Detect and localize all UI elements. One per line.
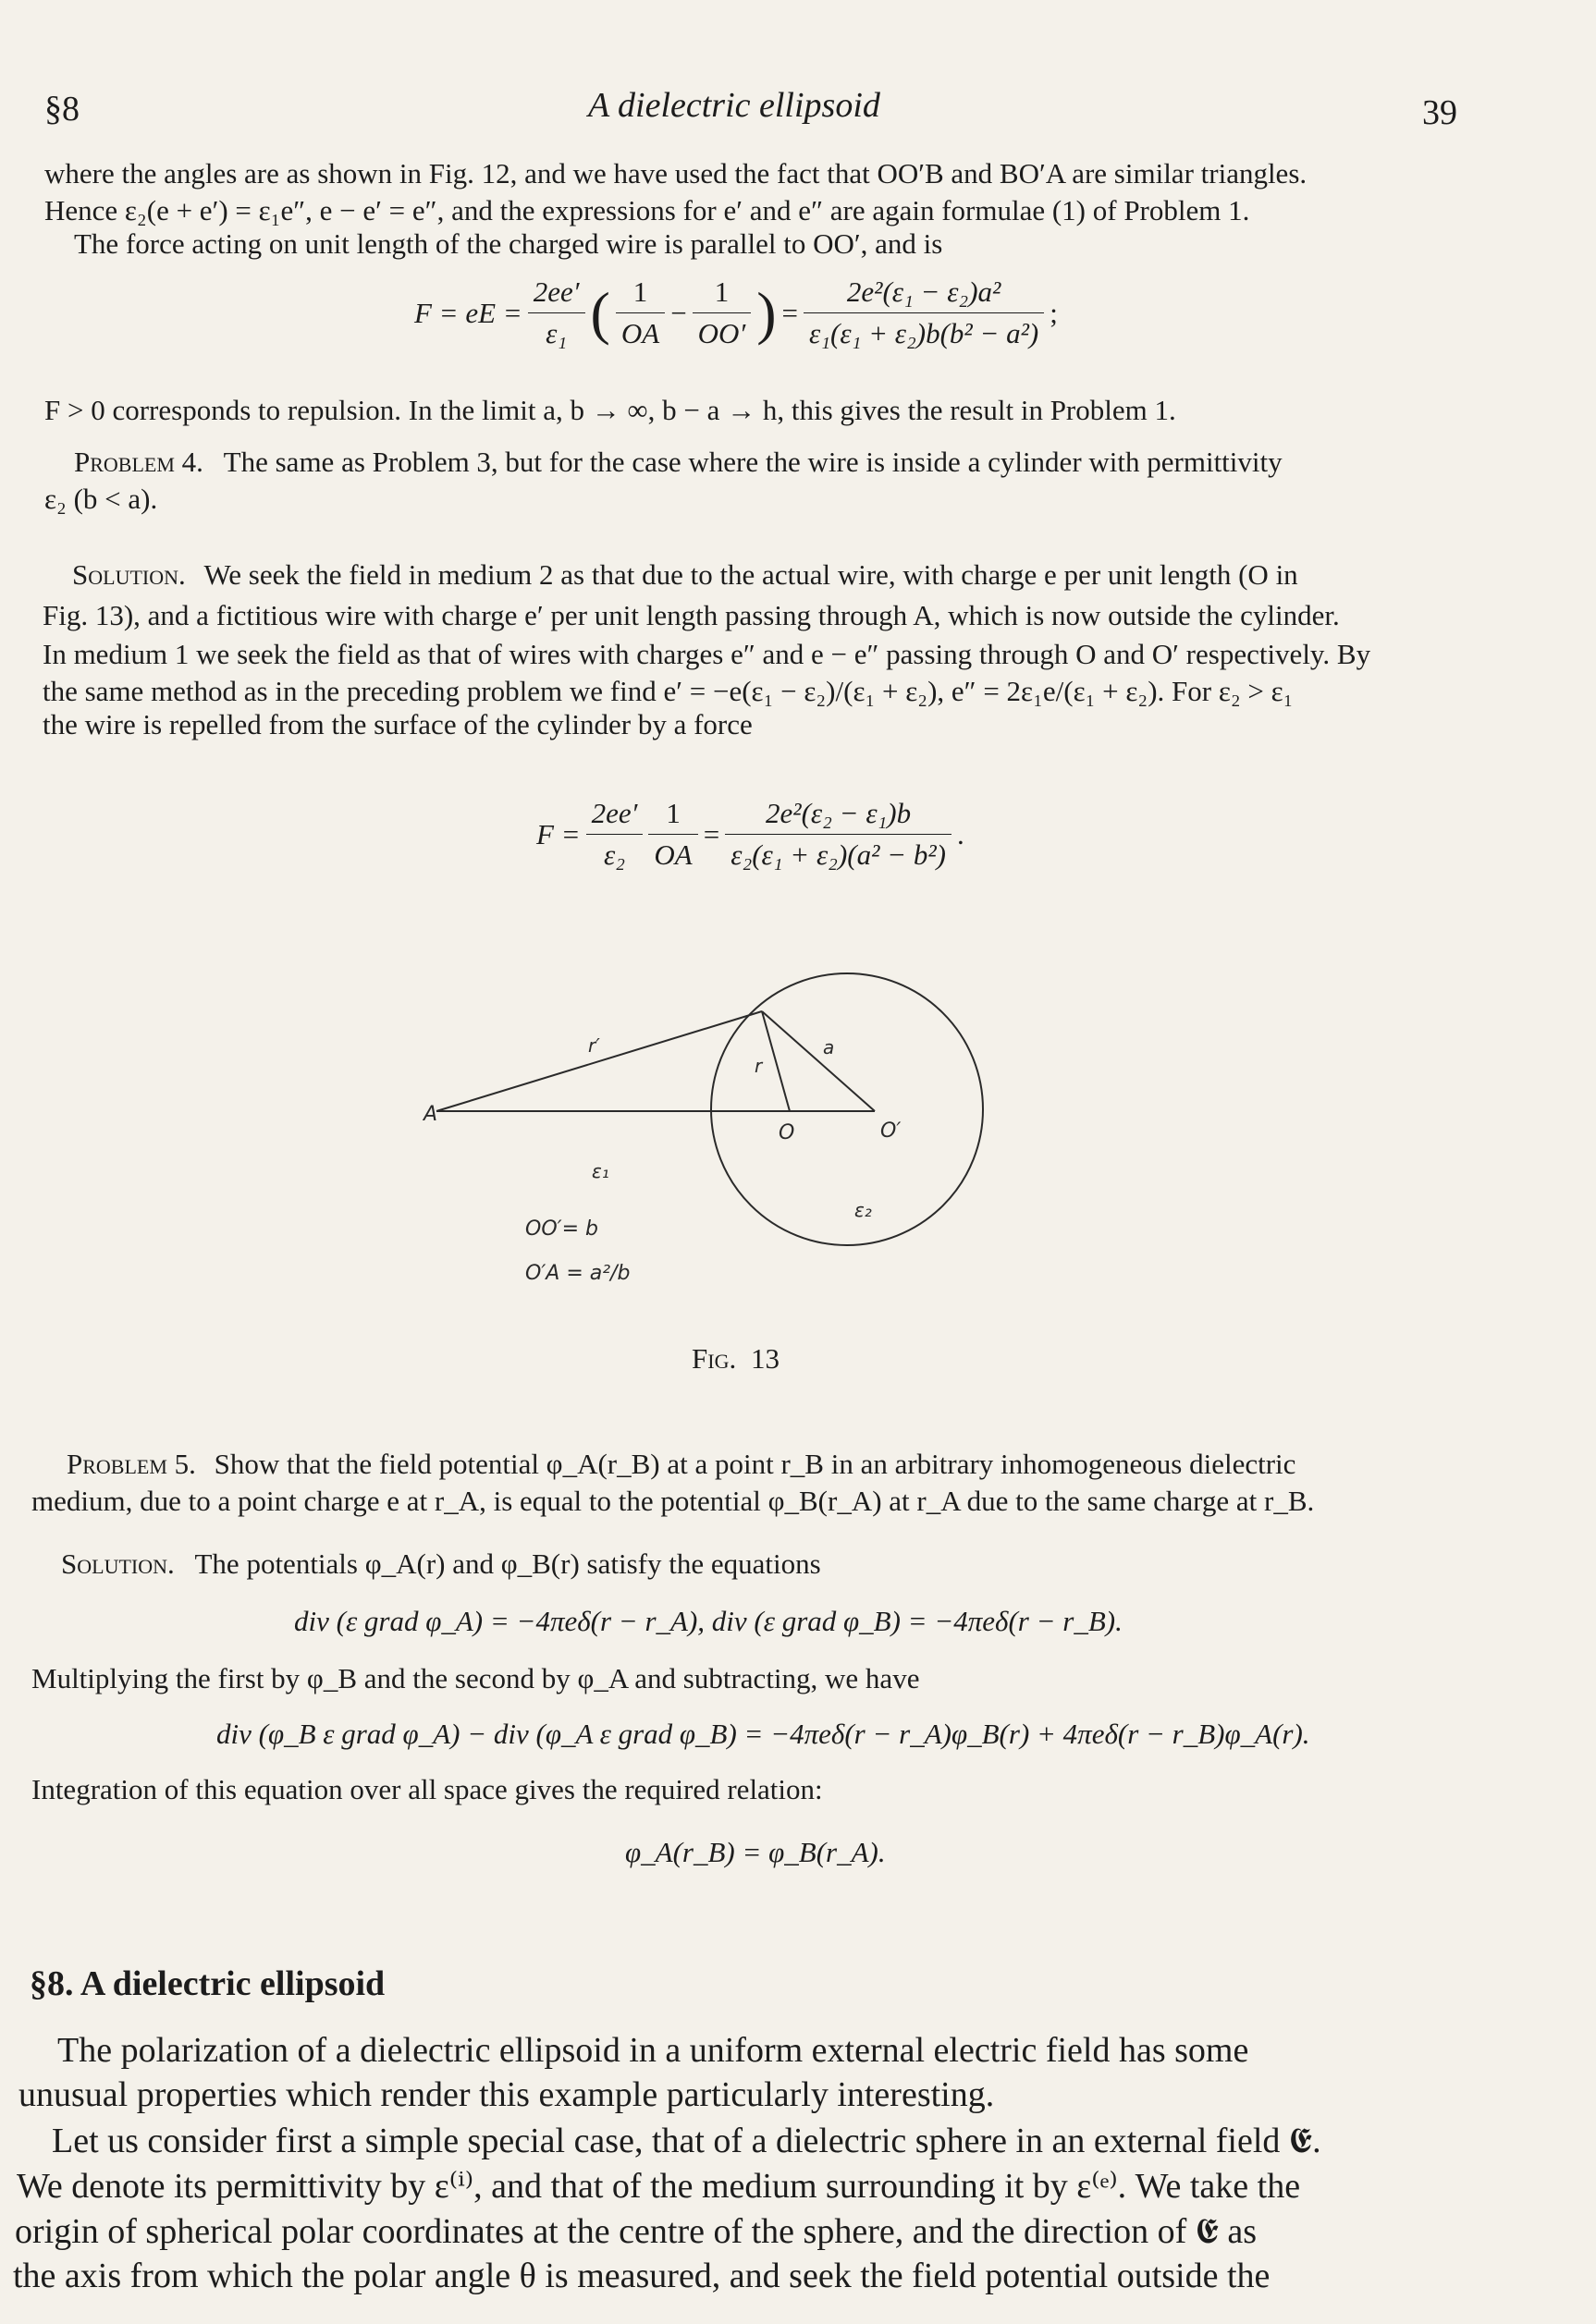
fig-label-eps2: ε₂ [854,1199,872,1221]
fig-label-eps1: ε₁ [592,1160,609,1182]
solution5-line2: Multiplying the first by φ_B and the second by φ_A and subtracting, we have [31,1662,920,1694]
section8-p2-line3: origin of spherical polar coordinates at the centre of the sphere, and the direction of 𝕰 as [15,2212,1258,2251]
section-heading: §8. A dielectric ellipsoid [30,1964,386,2003]
section8-p1-line1: The polarization of a dielectric ellipsoid in a uniform external electric field has some [57,2031,1249,2070]
problem5-line1 [67,1449,1295,1478]
page-number: 39 [1422,93,1457,132]
figure-caption-number: 13 [750,1342,780,1375]
eq1-trail: ; [1050,296,1058,329]
fig-label-rprime: r′ [588,1034,600,1057]
running-head-section: §8 [44,90,80,128]
fig-label-A: A [424,1103,438,1126]
solution4-text1: We seek the field in medium 2 as that due to the actual wire, with charge e per unit length (O in [203,558,1298,591]
figure-caption [692,1342,780,1376]
problem4-line2: ε₂ (b < a). [44,483,158,515]
section8-p2-line1: Let us consider first a simple special case, that of a dielectric sphere in an external field 𝕰. [52,2122,1321,2160]
running-head-title: A dielectric ellipsoid [588,86,880,125]
eq1-frac3-den: OO′ [697,317,746,349]
eq2-frac3-num: 2e²(ε₂ − ε₁)b [725,797,951,835]
section8-p1-line2: unusual properties which render this example particularly interesting. [18,2075,995,2114]
eq1-frac1-num: 2ee′ [528,275,585,313]
eq2-frac3-den: ε₂(ε₁ + ε₂)(a² − b²) [730,838,946,871]
section8-p2-line4: the axis from which the polar angle θ is measured, and seek the field potential outside the [13,2257,1271,2295]
fig-label-a: a [823,1036,835,1058]
eq2-frac1-den: ε₂ [604,838,626,871]
solution4-line4: the same method as in the preceding problem we find e′ = −e(ε₁ − ε₂)/(ε₁ + ε₂), e″ = 2ε₁e/(ε₁ + ε₂). For ε₂ > ε₁ [43,675,1294,707]
solution5-line3: Integration of this equation over all space gives the required relation: [31,1773,823,1805]
para2-line1: F > 0 corresponds to repulsion. In the limit a, b → ∞, b − a → h, this gives the result in Problem 1. [44,394,1176,426]
solution5-equation-2: div (φ_B ε grad φ_A) − div (φ_A ε grad φ_B) = −4πeδ(r − r_A)φ_B(r) + 4πeδ(r − r_B)φ_A(r). [216,1718,1310,1750]
line-point-to-O [762,1011,790,1111]
eq1-frac3-num: 1 [693,275,752,313]
eq1-paren-open: ( [590,279,610,346]
solution4-line5: the wire is repelled from the surface of the cylinder by a force [43,708,753,740]
fig-label-Oprime: O′ [880,1119,902,1143]
equation-force-2 [536,797,964,872]
solution5-text1: The potentials φ_A(r) and φ_B(r) satisfy the equations [194,1547,821,1580]
eq1-frac4-den: ε₁(ε₁ + ε₂)b(b² − a²) [809,317,1039,349]
problem4-line1 [74,447,1283,476]
eq1-lhs: F = eE = [414,296,522,329]
eq2-fraction-2 [648,797,697,872]
section8-p2-line2: We denote its permittivity by ε⁽ⁱ⁾, and that of the medium surrounding it by ε⁽ᵉ⁾. We take the [17,2167,1301,2206]
eq1-frac2-num: 1 [616,275,665,313]
problem4-label: Problem 4. [74,446,203,478]
line-point-to-Oprime [762,1011,875,1111]
para1-line2: Hence ε₂(e + e′) = ε₁e″, e − e′ = e″, and the expressions for e′ and e″ are again formulae (1) of Problem 1. [44,194,1250,226]
fig-label-r: r [755,1055,763,1077]
eq1-fraction-2 [616,275,665,350]
solution5-line1 [61,1549,821,1578]
solution5-equation-3: φ_A(r_B) = φ_B(r_A). [625,1836,886,1868]
fig-note-oprime-a: O′A = a²/b [525,1262,631,1285]
eq2-frac1-num: 2ee′ [586,797,644,835]
eq1-fraction-3 [693,275,752,350]
eq1-frac2-den: OA [620,317,660,349]
fig-note-oo-prime: OO′= b [525,1217,599,1241]
solution5-label: Solution. [61,1547,175,1580]
solution4-line2: Fig. 13), and a fictitious wire with charge e′ per unit length passing through A, which is now outside the cylinder. [43,599,1340,631]
line-A-to-point [436,1011,762,1111]
equation-force-1 [414,275,1058,350]
figure-caption-prefix: Fig. [692,1342,737,1375]
eq1-frac4-num: 2e²(ε₁ − ε₂)a² [804,275,1044,313]
problem5-label: Problem 5. [67,1448,196,1480]
eq2-fraction-3 [725,797,951,872]
solution4-line3: In medium 1 we seek the field as that of wires with charges e″ and e − e″ passing through O and O′ respectively. By [43,638,1371,670]
eq1-equals: = [781,296,799,329]
eq2-frac2-num: 1 [648,797,697,835]
solution4-line1 [72,560,1298,589]
solution5-equation-1: div (ε grad φ_A) = −4πeδ(r − r_A), div (ε grad φ_B) = −4πeδ(r − r_B). [294,1605,1123,1637]
para1-line3: The force acting on unit length of the charged wire is parallel to OO′, and is [74,227,943,260]
para1-line1: where the angles are as shown in Fig. 12, and we have used the fact that OO′B and BO′A are similar triangles. [44,157,1307,190]
problem5-text1: Show that the field potential φ_A(r_B) at a point r_B in an arbitrary inhomogeneous dielectric [214,1448,1296,1480]
eq1-frac1-den: ε₁ [546,317,568,349]
figure-13-diagram [407,952,1073,1340]
solution4-label: Solution. [72,558,186,591]
eq1-minus: − [670,296,687,329]
problem4-text1: The same as Problem 3, but for the case where the wire is inside a cylinder with permittivity [223,446,1283,478]
eq1-paren-close: ) [756,279,777,346]
problem5-line2: medium, due to a point charge e at r_A, is equal to the potential φ_B(r_A) at r_A due to the same charge at r_B. [31,1485,1315,1517]
eq1-fraction-4 [804,275,1044,350]
eq2-lhs: F = [536,817,581,850]
eq2-fraction-1 [586,797,644,872]
eq2-frac2-den: OA [654,838,693,871]
eq2-trail: . [956,817,964,850]
eq1-fraction-1 [528,275,585,350]
fig-label-O: O [779,1121,795,1144]
eq2-equals: = [703,817,720,850]
